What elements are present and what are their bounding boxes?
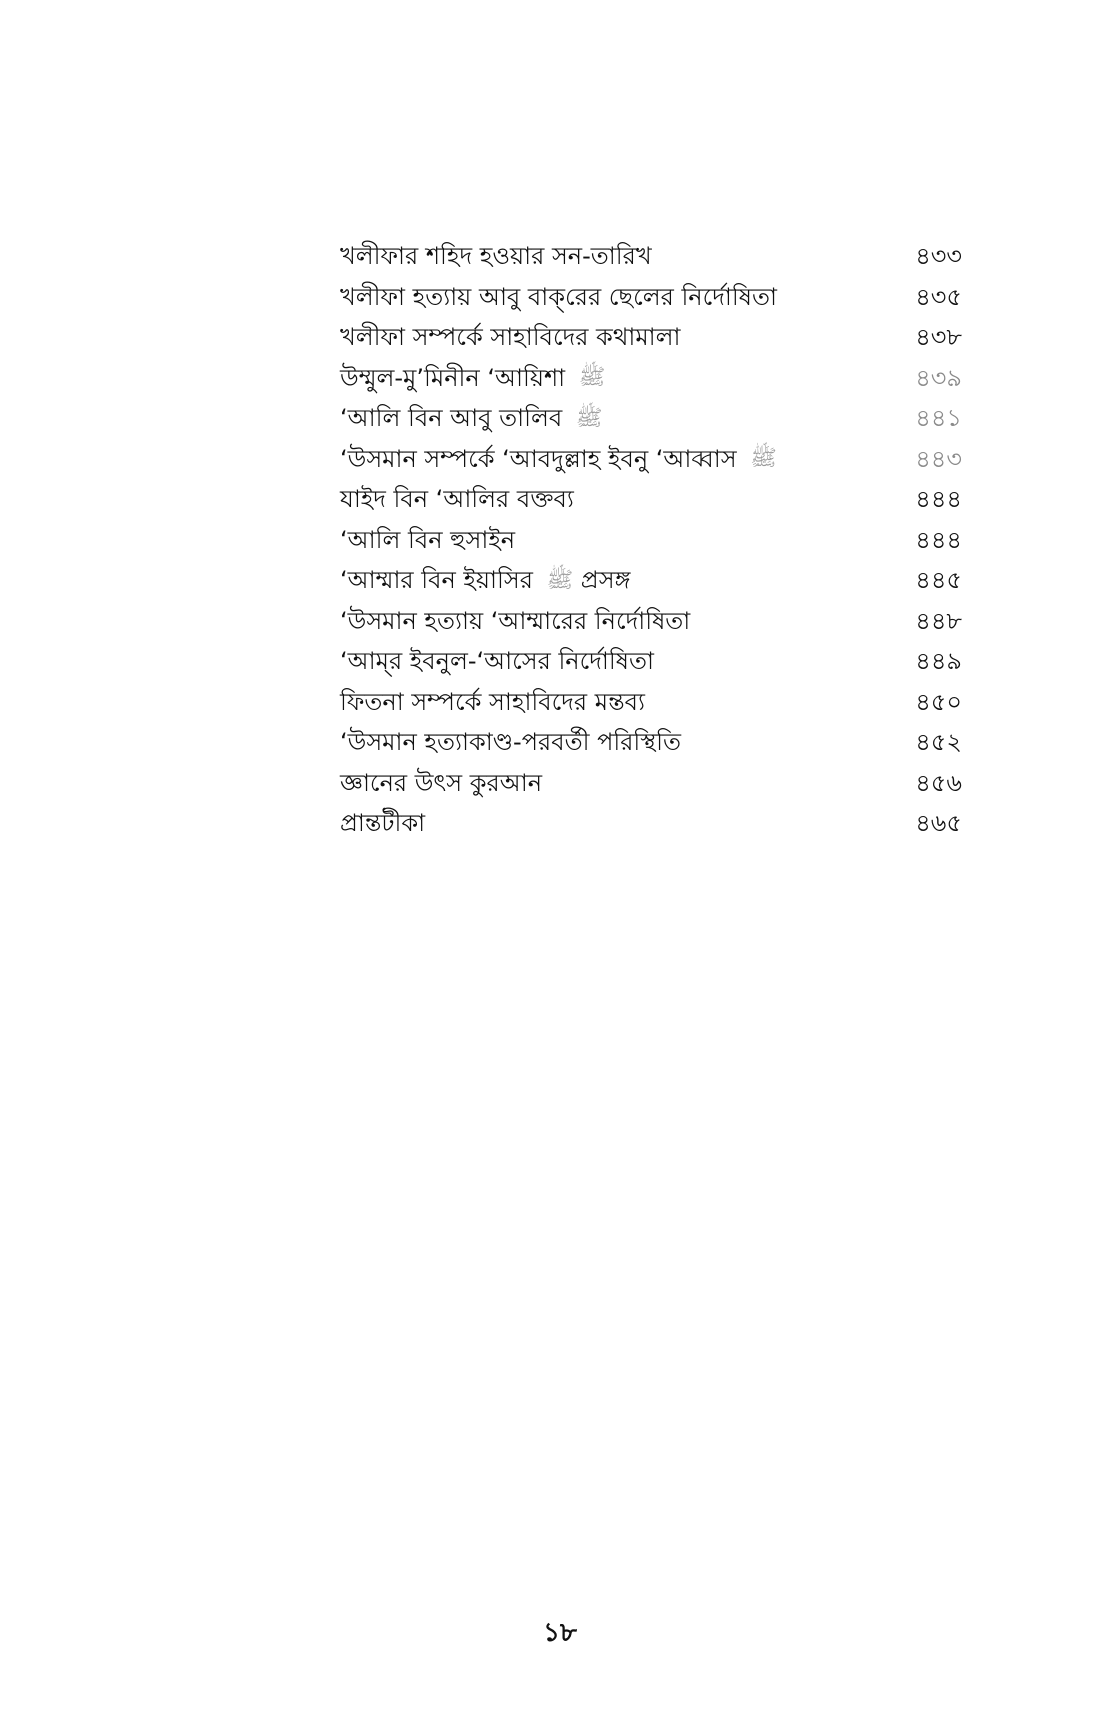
toc-row xyxy=(340,763,962,804)
toc-entry-page: ৪৫২ xyxy=(915,728,962,756)
toc-entry-title: ‘আলি বিন আবু তালিব xyxy=(340,404,563,432)
toc-entry-title: ‘আলি বিন হুসাইন xyxy=(340,525,516,554)
toc-row xyxy=(340,358,962,399)
toc-entry-page: ৪৩৫ xyxy=(915,282,962,311)
toc-entry-title: খলীফার শহিদ হওয়ার সন-তারিখ xyxy=(340,242,652,270)
toc-row xyxy=(340,803,962,844)
honorific-calligraphy-icon: ﷺ xyxy=(750,446,777,472)
toc-entry-title: খলীফা হত্যায় আবু বাক্‌রের ছেলের নির্দোষিতা xyxy=(340,282,777,311)
toc-entry-title: ‘উসমান হত্যাকাণ্ড-পরবর্তী পরিস্থিতি xyxy=(340,728,682,756)
toc-entry-title: উম্মুল-মু’মিনীন ‘আয়িশা xyxy=(340,363,566,392)
toc-row xyxy=(340,601,962,642)
toc-entry-title: ‘উসমান সম্পর্কে ‘আবদুল্লাহ ইবনু ‘আব্বাস xyxy=(340,444,737,473)
toc-entry-title-wrap xyxy=(340,439,777,480)
toc-entry-page: ৪৪৮ xyxy=(915,606,962,635)
toc-entry-page: ৪৪৪ xyxy=(915,485,962,513)
toc-entry-title: যাইদ বিন ‘আলির বক্তব্য xyxy=(340,485,574,513)
toc-entry-page: ৪৩৯ xyxy=(915,363,962,392)
toc-entry-page: ৪৫৬ xyxy=(915,768,962,797)
toc-row xyxy=(340,479,962,520)
page-number: ১৮ xyxy=(543,1618,577,1648)
toc-entry-page: ৪৪৫ xyxy=(915,566,962,594)
toc-entry-title-wrap xyxy=(340,398,602,439)
toc-entry-title: ‘আম্মার বিন ইয়াসির xyxy=(340,566,533,594)
toc-row xyxy=(340,236,962,277)
toc-row xyxy=(340,560,962,601)
honorific-calligraphy-icon: ﷺ xyxy=(578,365,606,391)
toc-entry-title: ‘উসমান হত্যায় ‘আম্মারের নির্দোষিতা xyxy=(340,606,691,635)
toc-entry-title: জ্ঞানের উৎস কুরআন xyxy=(340,768,543,797)
toc-entry-title-suffix: প্রসঙ্গ xyxy=(580,566,631,594)
toc-row xyxy=(340,722,962,763)
toc-entry-title: খলীফা সম্পর্কে সাহাবিদের কথামালা xyxy=(340,323,681,351)
toc-row xyxy=(340,682,962,723)
toc-entry-title: ফিতনা সম্পর্কে সাহাবিদের মন্তব্য xyxy=(340,687,645,716)
toc-row xyxy=(340,277,962,318)
toc-entry-page: ৪৫০ xyxy=(915,687,962,716)
table-of-contents xyxy=(340,236,962,844)
toc-entry-page: ৪৪১ xyxy=(915,404,962,432)
honorific-calligraphy-icon: ﷺ xyxy=(546,567,574,593)
toc-row xyxy=(340,317,962,358)
toc-entry-page: ৪৩৮ xyxy=(915,323,962,351)
toc-entry-page: ৪৪৩ xyxy=(915,444,962,473)
toc-row xyxy=(340,641,962,682)
toc-row xyxy=(340,439,962,480)
honorific-calligraphy-icon: ﷺ xyxy=(575,405,603,431)
toc-entry-page: ৪৬৫ xyxy=(915,809,962,837)
toc-entry-page: ৪৩৩ xyxy=(915,242,962,270)
toc-entry-title: ‘আম্‌র ইবনুল-‘আসের নির্দোষিতা xyxy=(340,647,654,675)
toc-entry-page: ৪৪৪ xyxy=(915,525,962,554)
toc-entry-title-wrap xyxy=(340,358,605,399)
toc-entry-title-wrap xyxy=(340,560,630,601)
toc-entry-page: ৪৪৯ xyxy=(915,647,962,675)
toc-row xyxy=(340,520,962,561)
toc-row xyxy=(340,398,962,439)
toc-entry-title: প্রান্তটীকা xyxy=(340,809,426,837)
